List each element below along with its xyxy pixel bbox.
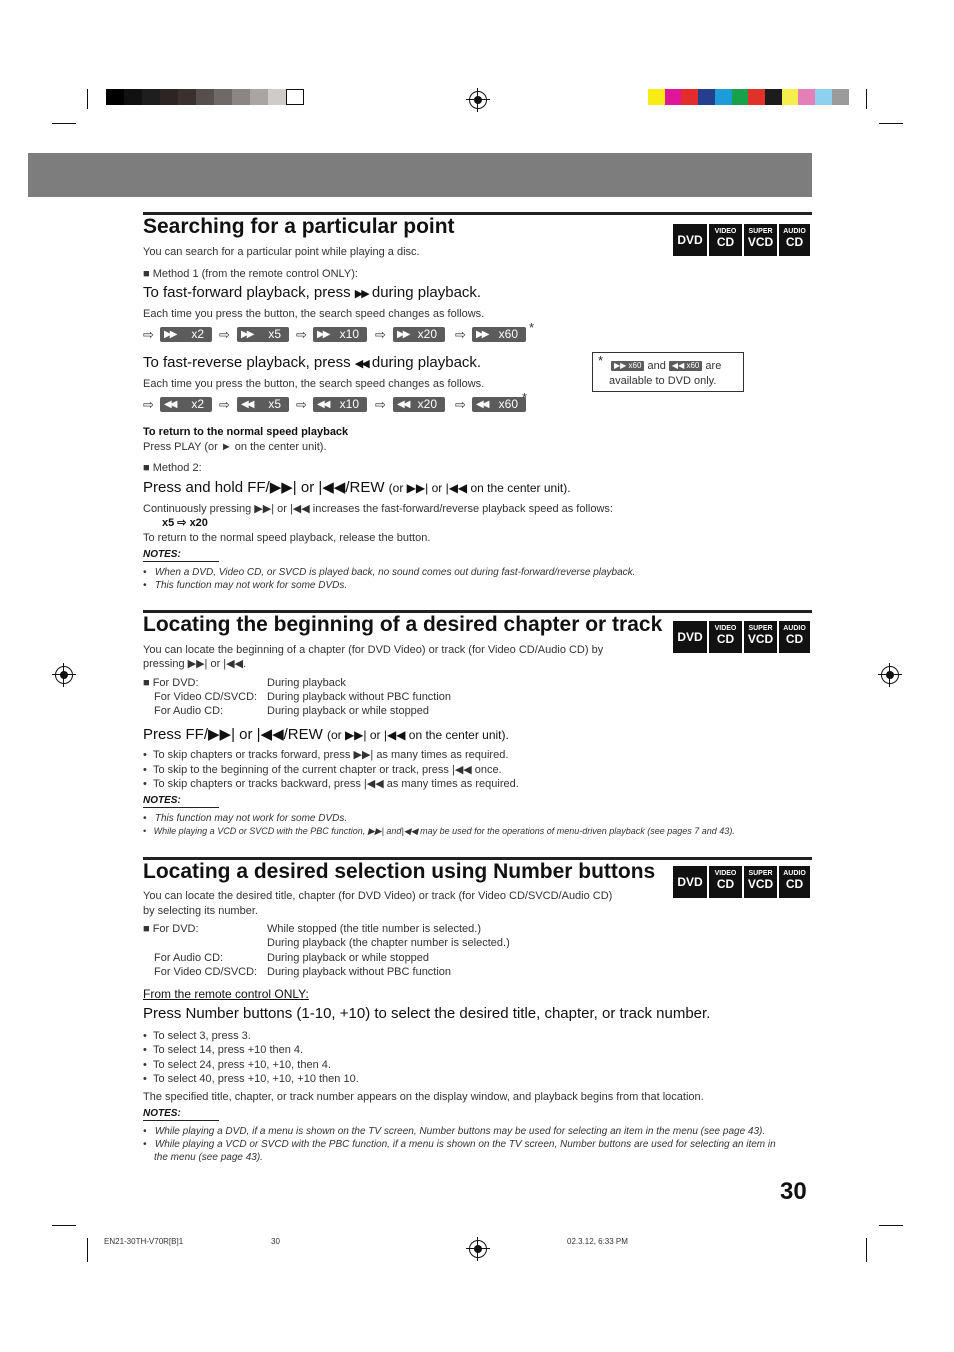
gray-swatch: [232, 89, 250, 105]
return-description: Press PLAY (or ► on the center unit).: [143, 441, 327, 453]
fr-description: Each time you press the button, the search speed changes as follows.: [143, 378, 485, 390]
ff-description: Each time you press the button, the search speed changes as follows.: [143, 308, 485, 320]
arrow-right-icon: ⇨: [375, 397, 386, 412]
dvd-only-note-box: * ▶▶ x60 and ◀◀ x60 are available to DVD only.: [592, 352, 744, 392]
mode-value: During playback without PBC function: [267, 691, 452, 703]
bullet-item: • To skip to the beginning of the current chapter or track, press |◀◀ once.: [143, 764, 502, 776]
color-swatch: [698, 89, 715, 105]
color-swatch: [715, 89, 732, 105]
arrow-right-icon: ⇨: [455, 327, 466, 342]
speed-label: x20: [417, 397, 437, 411]
fr-heading: To fast-reverse playback, press ◀◀ during playback.: [143, 354, 482, 371]
section-title: Locating the beginning of a desired chapter or track: [143, 613, 663, 636]
badge-video-cd: VIDEO CD: [709, 621, 742, 653]
arrow-right-icon: ⇨: [143, 327, 154, 342]
gray-swatch: [160, 89, 178, 105]
mode-value: While stopped (the title number is selected.): [267, 923, 481, 935]
badge-video-cd: VIDEO CD: [709, 866, 742, 898]
footer-date: 02.3.12, 6:33 PM: [567, 1237, 628, 1246]
disc-badges: [673, 224, 810, 256]
crop-mark: [52, 123, 76, 124]
speed-label: x60: [498, 397, 518, 411]
note-item: • When a DVD, Video CD, or SVCD is played back, no sound comes out during fast-forward/reverse playback.: [143, 567, 636, 578]
color-swatch: [748, 89, 765, 105]
fast-forward-icon: ▶▶: [354, 288, 368, 300]
mode-label: For Video CD/SVCD:: [154, 966, 258, 978]
fast-reverse-icon: ◀◀: [241, 399, 253, 410]
mode-value: During playback or while stopped: [267, 952, 430, 964]
note-item: • While playing a VCD or SVCD with the PBC function, if a menu is shown on the TV screen, Number buttons are used for selecting an item in: [143, 1139, 776, 1150]
note-item: • This function may not work for some DVDs.: [143, 580, 348, 591]
arrow-right-icon: ⇨: [296, 397, 307, 412]
speed-chip: [393, 397, 445, 412]
bullet-item: • To skip chapters or tracks forward, press ▶▶| as many times as required.: [143, 749, 509, 761]
crop-mark: [87, 89, 88, 109]
arrow-right-icon: ⇨: [296, 327, 307, 342]
badge-super-vcd: SUPER VCD: [744, 621, 777, 653]
fast-reverse-icon: ◀◀: [397, 399, 409, 410]
mode-value: During playback (the chapter number is selected.): [267, 937, 510, 949]
note-item-continued: the menu (see page 43).: [154, 1152, 263, 1163]
mode-label: For Video CD/SVCD:: [154, 691, 258, 703]
fast-reverse-icon: ◀◀: [476, 399, 488, 410]
crop-mark: [879, 1225, 903, 1226]
fast-reverse-x60-chip: ◀◀ x60: [669, 361, 702, 371]
notes-label: NOTES:: [143, 794, 219, 808]
disc-badges: [673, 866, 810, 898]
badge-audio-cd: AUDIO CD: [779, 224, 810, 256]
arrow-right-icon: ⇨: [219, 397, 230, 412]
gray-swatch: [124, 89, 142, 105]
crop-mark: [52, 1225, 76, 1226]
badge-dvd: DVD: [673, 866, 707, 898]
speed-chip: [313, 327, 367, 342]
gray-swatch: [196, 89, 214, 105]
badge-video-cd: VIDEO CD: [709, 224, 742, 256]
gray-swatch: [106, 89, 124, 105]
fast-reverse-icon: ◀◀: [164, 399, 176, 410]
speed-chip: [313, 397, 367, 412]
registration-mark-icon: [55, 666, 73, 684]
color-swatch: [782, 89, 799, 105]
color-swatch: [732, 89, 749, 105]
continuous-description: Continuously pressing ▶▶| or |◀◀ increases the fast-forward/reverse playback speed as follows:: [143, 503, 613, 515]
color-swatch: [765, 89, 782, 105]
press-heading: Press FF/▶▶| or |◀◀/REW (or ▶▶| or |◀◀ on the center unit).: [143, 726, 509, 743]
color-swatch: [665, 89, 682, 105]
disc-badges: [673, 621, 810, 653]
result-text: The specified title, chapter, or track number appears on the display window, and playback begins from that location.: [143, 1091, 704, 1103]
intro-text: You can search for a particular point while playing a disc.: [143, 246, 420, 258]
section-title: Searching for a particular point: [143, 215, 455, 238]
color-swatch: [798, 89, 815, 105]
speed-label: x10: [339, 327, 359, 341]
fast-reverse-icon: ◀◀: [317, 399, 329, 410]
fast-forward-icon: ▶▶: [397, 329, 409, 340]
continuous-speeds: x5 ⇨ x20: [162, 517, 208, 529]
fast-forward-icon: ▶▶: [164, 329, 176, 340]
gray-swatch: [142, 89, 160, 105]
hold-heading: Press and hold FF/▶▶| or |◀◀/REW (or ▶▶| or |◀◀ on the center unit).: [143, 479, 571, 496]
badge-dvd: DVD: [673, 621, 707, 653]
speed-label: x5: [268, 397, 281, 411]
fast-reverse-icon: ◀◀: [354, 358, 368, 370]
notes-label: NOTES:: [143, 548, 219, 562]
bullet-item: • To select 24, press +10, +10, then 4.: [143, 1059, 331, 1071]
arrow-right-icon: ⇨: [455, 397, 466, 412]
arrow-right-icon: ⇨: [219, 327, 230, 342]
intro-text: by selecting its number.: [143, 905, 258, 917]
fast-forward-icon: ▶▶: [476, 329, 488, 340]
badge-super-vcd: SUPER VCD: [744, 224, 777, 256]
mode-value: During playback without PBC function: [267, 966, 452, 978]
crop-mark: [879, 123, 903, 124]
mode-label: ■ For DVD:: [143, 677, 199, 689]
asterisk: *: [522, 390, 528, 405]
release-description: To return to the normal speed playback, release the button.: [143, 532, 431, 544]
arrow-right-icon: ⇨: [375, 327, 386, 342]
gray-swatch: [268, 89, 286, 105]
speed-label: x5: [268, 327, 281, 341]
speed-chip: [393, 327, 445, 342]
color-swatch: [648, 89, 665, 105]
footer-page: 30: [271, 1237, 280, 1246]
registration-mark-icon: [881, 666, 899, 684]
header-bar: [28, 153, 812, 197]
mode-label: ■ For DVD:: [143, 923, 199, 935]
color-swatch: [832, 89, 849, 105]
mode-value: During playback: [267, 677, 346, 689]
crop-mark: [866, 89, 867, 109]
crop-mark: [87, 1238, 88, 1262]
note-item: • While playing a VCD or SVCD with the PBC function, ▶▶| and|◀◀ may be used for the operations of menu-driven playback (see pages 7 and 43).: [143, 826, 735, 836]
crop-mark: [866, 1238, 867, 1262]
remote-only-label: From the remote control ONLY:: [143, 987, 309, 1001]
section-title: Locating a desired selection using Number buttons: [143, 860, 656, 883]
registration-mark-icon: [469, 91, 487, 109]
speed-label: x10: [339, 397, 359, 411]
speed-label: x60: [498, 327, 518, 341]
badge-dvd: DVD: [673, 224, 707, 256]
mode-label: For Audio CD:: [154, 952, 224, 964]
speed-chip: [472, 397, 526, 412]
note-item: • While playing a DVD, if a menu is shown on the TV screen, Number buttons may be used for selecting an item in the menu (see page 43).: [143, 1126, 766, 1137]
page-number: 30: [780, 1178, 807, 1205]
intro-text: You can locate the beginning of a chapter (for DVD Video) or track (for Video CD/Audio CD) by: [143, 644, 604, 656]
press-heading: Press Number buttons (1-10, +10) to select the desired title, chapter, or track number.: [143, 1005, 711, 1022]
bullet-item: • To select 40, press +10, +10, +10 then 10.: [143, 1073, 359, 1085]
return-heading: To return to the normal speed playback: [143, 426, 349, 438]
fast-forward-x60-chip: ▶▶ x60: [611, 361, 644, 371]
speed-chip: [237, 397, 289, 412]
badge-audio-cd: AUDIO CD: [779, 621, 810, 653]
arrow-right-icon: ⇨: [143, 397, 154, 412]
bullet-item: • To select 14, press +10 then 4.: [143, 1044, 304, 1056]
color-swatch: [815, 89, 832, 105]
mode-label: For Audio CD:: [154, 705, 224, 717]
gray-swatch: [214, 89, 232, 105]
speed-chip: [472, 327, 526, 342]
gray-swatch: [286, 89, 304, 105]
fast-forward-icon: ▶▶: [317, 329, 329, 340]
intro-text: pressing ▶▶| or |◀◀.: [143, 658, 247, 670]
gray-swatch: [250, 89, 268, 105]
ff-heading: To fast-forward playback, press ▶▶ during playback.: [143, 284, 482, 301]
badge-super-vcd: SUPER VCD: [744, 866, 777, 898]
speed-label: x2: [191, 397, 204, 411]
badge-audio-cd: AUDIO CD: [779, 866, 810, 898]
gray-swatch: [178, 89, 196, 105]
registration-mark-icon: [469, 1240, 487, 1258]
note-item: • This function may not work for some DVDs.: [143, 813, 348, 824]
speed-label: x2: [191, 327, 204, 341]
method-label: ■ Method 2:: [143, 462, 202, 474]
speed-label: x20: [417, 327, 437, 341]
bullet-item: • To skip chapters or tracks backward, press |◀◀ as many times as required.: [143, 778, 519, 790]
method-label: ■ Method 1 (from the remote control ONLY):: [143, 268, 358, 280]
speed-chip: [160, 397, 212, 412]
speed-chip: [160, 327, 212, 342]
bullet-item: • To select 3, press 3.: [143, 1030, 251, 1042]
color-swatch: [681, 89, 698, 105]
speed-chip: [237, 327, 289, 342]
footer-file: EN21-30TH-V70R[B]1: [104, 1237, 184, 1246]
mode-value: During playback or while stopped: [267, 705, 430, 717]
asterisk: *: [529, 320, 535, 335]
notes-label: NOTES:: [143, 1107, 219, 1121]
fast-forward-icon: ▶▶: [241, 329, 253, 340]
intro-text: You can locate the desired title, chapter (for DVD Video) or track (for Video CD/SVCD/Audio CD): [143, 890, 613, 902]
